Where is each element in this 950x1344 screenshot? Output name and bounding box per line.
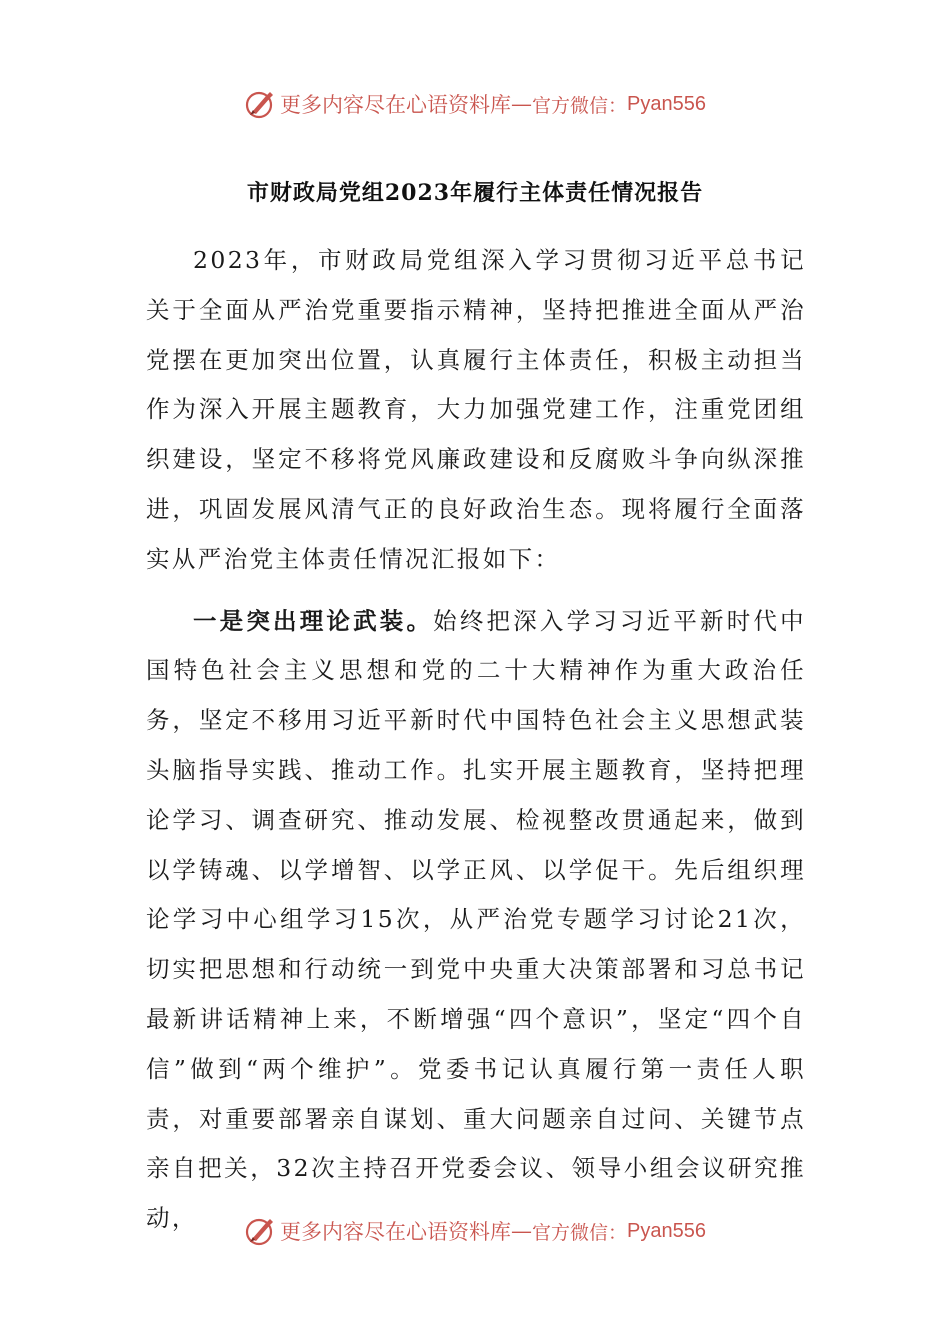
watermark-suffix: 官方微信： [532, 94, 628, 117]
pen-seal-icon [244, 1215, 276, 1247]
watermark-separator: — [511, 92, 532, 116]
watermark-wechat-id: Pyan556 [627, 1219, 706, 1242]
paragraph-theory [146, 597, 806, 1244]
paragraph-intro-text: 2023年，市财政局党组深入学习贯彻习近平总书记关于全面从严治党重要指示精神，坚持把推进全面从严治党摆在更加突出位置，认真履行主体责任，积极主动担当作为深入开展主题教育，大力加强党建工作，注重党团组织建设，坚定不移将党风廉政建设和反腐败斗争向纵深推进，巩固发展风清气正的良好政治生态。现将履行全面落实从严治党主体责任情况汇报如下： [146, 246, 806, 573]
paragraph-theory-lead: 一是突出理论武装。 [193, 606, 434, 635]
document-body [146, 236, 806, 1244]
paragraph-theory-text: 始终把深入学习习近平新时代中国特色社会主义思想和党的二十大精神作为重大政治任务，坚定不移用习近平新时代中国特色社会主义思想武装头脑指导实践、推动工作。扎实开展主题教育，坚持把理论学习、调查研究、推动发展、检视整改贯通起来，做到以学铸魂、以学增智、以学正风、以学促干。先后组织理论学习中心组学习15次，从严治党专题学习讨论21次，切实把思想和行动统一到党中央重大决策部署和习总书记最新讲话精神上来，不断增强“四个意识”，坚定“四个自信”做到“两个维护”。党委书记认真履行第一责任人职责，对重要部署亲自谋划、重大问题亲自过问、关键节点亲自把关，32次主持召开党委会议、领导小组会议研究推动， [146, 606, 806, 1233]
document-title: 市财政局党组2023年履行主体责任情况报告 [246, 180, 704, 206]
watermark-header [0, 84, 950, 124]
watermark-separator: — [511, 1219, 532, 1243]
pen-seal-icon [244, 88, 276, 120]
watermark-text: 更多内容尽在心语资料库 [280, 1220, 511, 1244]
paragraph-intro [146, 236, 806, 585]
watermark-footer [0, 1211, 950, 1251]
watermark-wechat-id: Pyan556 [627, 92, 706, 115]
watermark-suffix: 官方微信： [532, 1221, 628, 1244]
watermark-text: 更多内容尽在心语资料库 [280, 93, 511, 117]
